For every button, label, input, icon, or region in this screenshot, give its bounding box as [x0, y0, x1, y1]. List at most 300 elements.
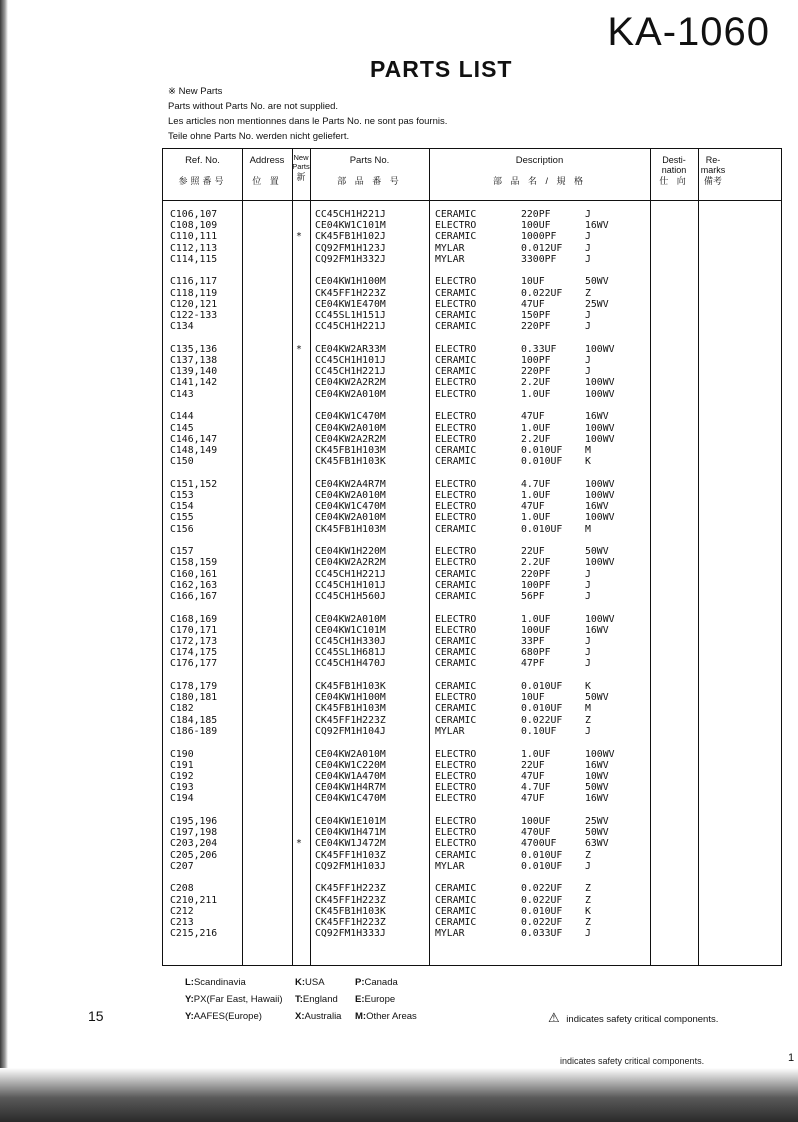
row-group: [163, 546, 781, 602]
legend-item: [185, 974, 246, 991]
description-type-cell: MYLAR: [435, 725, 465, 737]
part-number-cell: CE04KW1E101M: [315, 815, 386, 827]
part-number-cell: CK45FF1H223Z: [315, 894, 386, 906]
description-type-cell: CERAMIC: [435, 310, 477, 321]
ref-no-cell: C212: [170, 905, 194, 917]
description-rating-cell: J: [585, 355, 591, 367]
description-rating-cell: Z: [585, 916, 591, 928]
table-row: [163, 501, 781, 512]
part-number-cell: CE04KW1H100M: [315, 692, 386, 704]
table-row: [163, 299, 781, 310]
description-rating-cell: J: [585, 253, 591, 265]
table-row: [163, 883, 781, 894]
safety-note: [548, 1010, 718, 1026]
description-rating-cell: 100WV: [585, 433, 615, 445]
table-row: [163, 658, 781, 669]
description-value-cell: 10UF: [521, 276, 545, 288]
part-number-cell: CK45FB1H103K: [315, 681, 386, 693]
description-value-cell: 0.010UF: [521, 703, 563, 715]
part-number-cell: CC45SL1H681J: [315, 647, 386, 659]
description-rating-cell: 100WV: [585, 377, 615, 389]
col-header-description: [429, 155, 650, 187]
description-type-cell: ELECTRO: [435, 276, 477, 288]
description-type-cell: CERAMIC: [435, 681, 477, 693]
legend-text: Europe: [364, 994, 396, 1005]
description-rating-cell: J: [585, 242, 591, 254]
ref-no-cell: C158,159: [170, 557, 218, 569]
table-row: [163, 636, 781, 647]
ref-no-cell: C151,152: [170, 478, 218, 490]
description-type-cell: ELECTRO: [435, 782, 477, 794]
col-header-ref-label: Ref. No.: [185, 155, 220, 166]
new-part-mark: *: [296, 231, 302, 243]
ref-no-cell: C154: [170, 501, 194, 513]
description-type-cell: CERAMIC: [435, 579, 477, 591]
description-type-cell: ELECTRO: [435, 343, 477, 355]
legend-code: K:: [295, 977, 306, 988]
description-value-cell: 1.0UF: [521, 489, 551, 501]
description-type-cell: CERAMIC: [435, 568, 477, 580]
description-value-cell: 0.033UF: [521, 928, 563, 940]
ref-no-cell: C150: [170, 456, 194, 468]
notes-block: [168, 84, 447, 144]
description-value-cell: 100UF: [521, 624, 551, 636]
table-row: [163, 816, 781, 827]
description-value-cell: 0.010UF: [521, 681, 563, 693]
row-group: [163, 749, 781, 805]
description-value-cell: 56PF: [521, 590, 545, 602]
table-row: [163, 557, 781, 568]
parts-table-body: [163, 209, 781, 951]
part-number-cell: CK45FF1H223Z: [315, 883, 386, 895]
description-value-cell: 0.010UF: [521, 905, 563, 917]
part-number-cell: CE04KW2A010M: [315, 613, 386, 625]
description-type-cell: MYLAR: [435, 860, 465, 872]
description-rating-cell: Z: [585, 894, 591, 906]
legend-item: [355, 974, 398, 991]
legend-item: [185, 1008, 262, 1025]
part-number-cell: CE04KW1H4R7M: [315, 782, 386, 794]
part-number-cell: CC45CH1H221J: [315, 321, 386, 333]
description-type-cell: CERAMIC: [435, 321, 477, 333]
description-type-cell: ELECTRO: [435, 692, 477, 704]
row-group: [163, 479, 781, 535]
part-number-cell: CE04KW1C470M: [315, 411, 386, 423]
description-rating-cell: 25WV: [585, 815, 609, 827]
table-row: [163, 703, 781, 714]
description-value-cell: 150PF: [521, 310, 551, 321]
legend-code: T:: [295, 994, 303, 1005]
description-type-cell: CERAMIC: [435, 523, 477, 535]
table-row: [163, 377, 781, 388]
description-value-cell: 0.010UF: [521, 456, 563, 468]
description-rating-cell: J: [585, 860, 591, 872]
part-number-cell: CK45FF1H223Z: [315, 287, 386, 299]
description-type-cell: ELECTRO: [435, 298, 477, 310]
description-value-cell: 47UF: [521, 770, 545, 782]
legend-code: M:: [355, 1011, 367, 1022]
description-type-cell: CERAMIC: [435, 287, 477, 299]
description-type-cell: CERAMIC: [435, 849, 477, 861]
description-rating-cell: M: [585, 523, 591, 535]
row-group: [163, 883, 781, 939]
col-header-parts-jp: 部 品 番 号: [337, 176, 402, 186]
ref-no-cell: C195,196: [170, 815, 218, 827]
part-number-cell: CK45FB1H103M: [315, 523, 386, 535]
table-row: [163, 524, 781, 535]
description-rating-cell: K: [585, 905, 591, 917]
parts-table: [162, 148, 782, 966]
legend-text: AAFES(Europe): [193, 1011, 262, 1022]
description-value-cell: 47PF: [521, 658, 545, 670]
description-type-cell: CERAMIC: [435, 658, 477, 670]
safety-note-text: indicates safety critical components.: [566, 1014, 719, 1025]
ref-no-cell: C166,167: [170, 590, 218, 602]
ref-no-cell: C146,147: [170, 433, 218, 445]
table-row: [163, 895, 781, 906]
description-value-cell: 0.33UF: [521, 343, 557, 355]
description-rating-cell: Z: [585, 849, 591, 861]
description-value-cell: 1.0UF: [521, 388, 551, 400]
legend-text: Scandinavia: [193, 977, 246, 988]
description-type-cell: CERAMIC: [435, 209, 477, 220]
table-row: [163, 231, 781, 242]
scan-bottom-edge-shadow: [0, 1068, 798, 1122]
part-number-cell: CQ92FM1H333J: [315, 928, 386, 940]
description-type-cell: CERAMIC: [435, 231, 477, 243]
ref-no-cell: C118,119: [170, 287, 218, 299]
col-header-new-label: New Parts: [292, 153, 310, 171]
ref-no-cell: C162,163: [170, 579, 218, 591]
ref-no-cell: C110,111: [170, 231, 218, 243]
description-type-cell: CERAMIC: [435, 444, 477, 456]
ref-no-cell: C144: [170, 411, 194, 423]
description-value-cell: 220PF: [521, 321, 551, 333]
table-row: [163, 861, 781, 872]
part-number-cell: CE04KW2A010M: [315, 388, 386, 400]
part-number-cell: CE04KW1H220M: [315, 546, 386, 558]
ref-no-cell: C108,109: [170, 220, 218, 232]
description-value-cell: 220PF: [521, 366, 551, 378]
header-divider: [163, 200, 781, 201]
table-row: [163, 546, 781, 557]
legend-code: E:: [355, 994, 365, 1005]
description-rating-cell: 16WV: [585, 220, 609, 232]
legend-text: Other Areas: [366, 1011, 417, 1022]
ref-no-cell: C215,216: [170, 928, 218, 940]
part-number-cell: CE04KW1A470M: [315, 770, 386, 782]
description-type-cell: ELECTRO: [435, 220, 477, 232]
description-rating-cell: 16WV: [585, 501, 609, 513]
description-rating-cell: 100WV: [585, 613, 615, 625]
ref-no-cell: C213: [170, 916, 194, 928]
part-number-cell: CE04KW1C101M: [315, 220, 386, 232]
part-number-cell: CK45FF1H223Z: [315, 714, 386, 726]
page-number: 15: [88, 1008, 104, 1024]
table-row: [163, 276, 781, 287]
description-value-cell: 220PF: [521, 209, 551, 220]
table-row: [163, 456, 781, 467]
table-row: [163, 760, 781, 771]
description-type-cell: ELECTRO: [435, 748, 477, 760]
table-row: [163, 243, 781, 254]
legend-item: [295, 991, 338, 1008]
note-english: Parts without Parts No. are not supplied.: [168, 101, 339, 112]
part-number-cell: CK45FB1H103K: [315, 456, 386, 468]
table-row: [163, 771, 781, 782]
description-value-cell: 0.010UF: [521, 860, 563, 872]
ref-no-cell: C155: [170, 512, 194, 524]
col-header-address-jp: 位 置: [252, 176, 282, 186]
legend-code: P:: [355, 977, 365, 988]
part-number-cell: CE04KW2A2R2M: [315, 557, 386, 569]
description-rating-cell: 100WV: [585, 557, 615, 569]
ref-no-cell: C203,204: [170, 838, 218, 850]
ref-no-cell: C157: [170, 546, 194, 558]
description-type-cell: ELECTRO: [435, 388, 477, 400]
table-row: [163, 692, 781, 703]
table-row: [163, 850, 781, 861]
table-row: [163, 445, 781, 456]
part-number-cell: CC45CH1H330J: [315, 636, 386, 647]
description-rating-cell: 25WV: [585, 298, 609, 310]
description-rating-cell: Z: [585, 287, 591, 299]
part-number-cell: CC45SL1H151J: [315, 310, 386, 321]
col-header-new-jp: 新: [296, 172, 306, 182]
table-row: [163, 288, 781, 299]
ref-no-cell: C197,198: [170, 827, 218, 839]
description-rating-cell: 100WV: [585, 512, 615, 524]
description-type-cell: ELECTRO: [435, 489, 477, 501]
description-rating-cell: J: [585, 231, 591, 243]
table-row: [163, 681, 781, 692]
description-type-cell: CERAMIC: [435, 366, 477, 378]
ref-no-cell: C116,117: [170, 276, 218, 288]
part-number-cell: CE04KW1C470M: [315, 501, 386, 513]
description-value-cell: 470UF: [521, 827, 551, 839]
description-rating-cell: Z: [585, 714, 591, 726]
ref-no-cell: C135,136: [170, 343, 218, 355]
part-number-cell: CE04KW2A2R2M: [315, 377, 386, 389]
description-rating-cell: J: [585, 310, 591, 321]
table-row: [163, 827, 781, 838]
description-type-cell: CERAMIC: [435, 590, 477, 602]
col-header-new: [292, 153, 310, 182]
description-value-cell: 0.022UF: [521, 287, 563, 299]
col-header-address: [242, 155, 292, 187]
description-type-cell: CERAMIC: [435, 905, 477, 917]
description-rating-cell: 16WV: [585, 411, 609, 423]
table-row: [163, 220, 781, 231]
legend-text: England: [302, 994, 338, 1005]
part-number-cell: CQ92FM1H332J: [315, 253, 386, 265]
description-value-cell: 0.022UF: [521, 916, 563, 928]
description-type-cell: MYLAR: [435, 242, 465, 254]
description-type-cell: ELECTRO: [435, 546, 477, 558]
ref-no-cell: C112,113: [170, 242, 218, 254]
description-type-cell: ELECTRO: [435, 759, 477, 771]
description-value-cell: 100UF: [521, 815, 551, 827]
col-header-parts-label: Parts No.: [349, 155, 390, 166]
description-rating-cell: 63WV: [585, 838, 609, 850]
description-rating-cell: 10WV: [585, 770, 609, 782]
description-rating-cell: J: [585, 209, 591, 220]
description-rating-cell: J: [585, 321, 591, 333]
part-number-cell: CE04KW2A010M: [315, 748, 386, 760]
description-rating-cell: 50WV: [585, 692, 609, 704]
description-rating-cell: J: [585, 568, 591, 580]
part-number-cell: CE04KW1E470M: [315, 298, 386, 310]
table-row: [163, 479, 781, 490]
legend-item: [355, 991, 395, 1008]
description-value-cell: 47UF: [521, 793, 545, 805]
part-number-cell: CK45FB1H103M: [315, 444, 386, 456]
description-type-cell: MYLAR: [435, 253, 465, 265]
description-rating-cell: 100WV: [585, 422, 615, 434]
description-value-cell: 2.2UF: [521, 377, 551, 389]
description-value-cell: 680PF: [521, 647, 551, 659]
description-rating-cell: 100WV: [585, 388, 615, 400]
legend-item: [295, 974, 325, 991]
description-value-cell: 1000PF: [521, 231, 557, 243]
description-value-cell: 0.022UF: [521, 714, 563, 726]
ref-no-cell: C137,138: [170, 355, 218, 367]
description-type-cell: ELECTRO: [435, 512, 477, 524]
ref-no-cell: C210,211: [170, 894, 218, 906]
description-value-cell: 47UF: [521, 501, 545, 513]
ref-no-cell: C139,140: [170, 366, 218, 378]
ref-no-cell: C141,142: [170, 377, 218, 389]
part-number-cell: CC45CH1H470J: [315, 658, 386, 670]
description-value-cell: 3300PF: [521, 253, 557, 265]
description-type-cell: ELECTRO: [435, 422, 477, 434]
part-number-cell: CE04KW1C470M: [315, 793, 386, 805]
part-number-cell: CQ92FM1H103J: [315, 860, 386, 872]
description-value-cell: 1.0UF: [521, 422, 551, 434]
description-type-cell: ELECTRO: [435, 433, 477, 445]
description-type-cell: CERAMIC: [435, 456, 477, 468]
description-rating-cell: 16WV: [585, 793, 609, 805]
row-group: [163, 816, 781, 872]
description-type-cell: ELECTRO: [435, 838, 477, 850]
part-number-cell: CE04KW1H471M: [315, 827, 386, 839]
description-value-cell: 100PF: [521, 355, 551, 367]
description-rating-cell: J: [585, 725, 591, 737]
table-row: [163, 423, 781, 434]
warning-triangle-icon: ⚠: [548, 1010, 560, 1025]
description-value-cell: 0.10UF: [521, 725, 557, 737]
row-group: [163, 614, 781, 670]
description-type-cell: ELECTRO: [435, 377, 477, 389]
row-group: [163, 344, 781, 400]
table-row: [163, 569, 781, 580]
description-type-cell: CERAMIC: [435, 916, 477, 928]
description-rating-cell: J: [585, 636, 591, 647]
ref-no-cell: C190: [170, 748, 194, 760]
table-row: [163, 209, 781, 220]
description-rating-cell: J: [585, 647, 591, 659]
description-value-cell: 0.012UF: [521, 242, 563, 254]
part-number-cell: CE04KW2A2R2M: [315, 433, 386, 445]
table-row: [163, 411, 781, 422]
table-row: [163, 389, 781, 400]
description-value-cell: 0.022UF: [521, 883, 563, 895]
description-value-cell: 1.0UF: [521, 512, 551, 524]
table-row: [163, 917, 781, 928]
description-rating-cell: 16WV: [585, 624, 609, 636]
description-type-cell: CERAMIC: [435, 647, 477, 659]
ref-no-cell: C205,206: [170, 849, 218, 861]
ref-no-cell: C153: [170, 489, 194, 501]
new-part-mark: *: [296, 343, 302, 355]
table-row: [163, 344, 781, 355]
table-row: [163, 580, 781, 591]
ref-no-cell: C143: [170, 388, 194, 400]
description-rating-cell: M: [585, 444, 591, 456]
part-number-cell: CK45FF1H103Z: [315, 849, 386, 861]
ref-no-cell: C120,121: [170, 298, 218, 310]
ref-no-cell: C145: [170, 422, 194, 434]
description-rating-cell: J: [585, 366, 591, 378]
part-number-cell: CE04KW2A010M: [315, 489, 386, 501]
col-header-remarks: [698, 155, 728, 186]
table-row: [163, 838, 781, 849]
table-row: [163, 749, 781, 760]
edge-mark: 1: [788, 1052, 795, 1064]
part-number-cell: CE04KW1H100M: [315, 276, 386, 288]
ref-no-cell: C186-189: [170, 725, 218, 737]
table-row: [163, 355, 781, 366]
description-rating-cell: 100WV: [585, 748, 615, 760]
description-rating-cell: 50WV: [585, 782, 609, 794]
new-part-mark: *: [296, 838, 302, 850]
description-type-cell: ELECTRO: [435, 624, 477, 636]
ref-no-cell: C182: [170, 703, 194, 715]
part-number-cell: CE04KW2AR33M: [315, 343, 386, 355]
description-rating-cell: K: [585, 681, 591, 693]
description-value-cell: 2.2UF: [521, 433, 551, 445]
part-number-cell: CK45FB1H103M: [315, 703, 386, 715]
ref-no-cell: C170,171: [170, 624, 218, 636]
ref-no-cell: C174,175: [170, 647, 218, 659]
description-type-cell: ELECTRO: [435, 411, 477, 423]
ref-no-cell: C184,185: [170, 714, 218, 726]
description-value-cell: 2.2UF: [521, 557, 551, 569]
ref-no-cell: C168,169: [170, 613, 218, 625]
table-row: [163, 793, 781, 804]
table-row: [163, 715, 781, 726]
ref-no-cell: C176,177: [170, 658, 218, 670]
description-rating-cell: J: [585, 928, 591, 940]
ref-no-cell: C172,173: [170, 636, 218, 647]
description-value-cell: 22UF: [521, 759, 545, 771]
legend-code: Y:: [185, 1011, 194, 1022]
col-header-dest-label: Desti- nation: [661, 155, 687, 175]
description-value-cell: 100PF: [521, 579, 551, 591]
row-group: [163, 276, 781, 332]
table-row: [163, 512, 781, 523]
description-type-cell: CERAMIC: [435, 883, 477, 895]
table-row: [163, 254, 781, 265]
col-header-ref-jp: 参照番号: [178, 176, 227, 186]
col-header-address-label: Address: [249, 155, 285, 166]
description-value-cell: 0.022UF: [521, 894, 563, 906]
description-value-cell: 0.010UF: [521, 849, 563, 861]
scan-left-edge-shadow: [0, 0, 8, 1122]
description-rating-cell: 50WV: [585, 827, 609, 839]
legend-text: PX(Far East, Hawaii): [193, 994, 283, 1005]
part-number-cell: CE04KW1J472M: [315, 838, 386, 850]
